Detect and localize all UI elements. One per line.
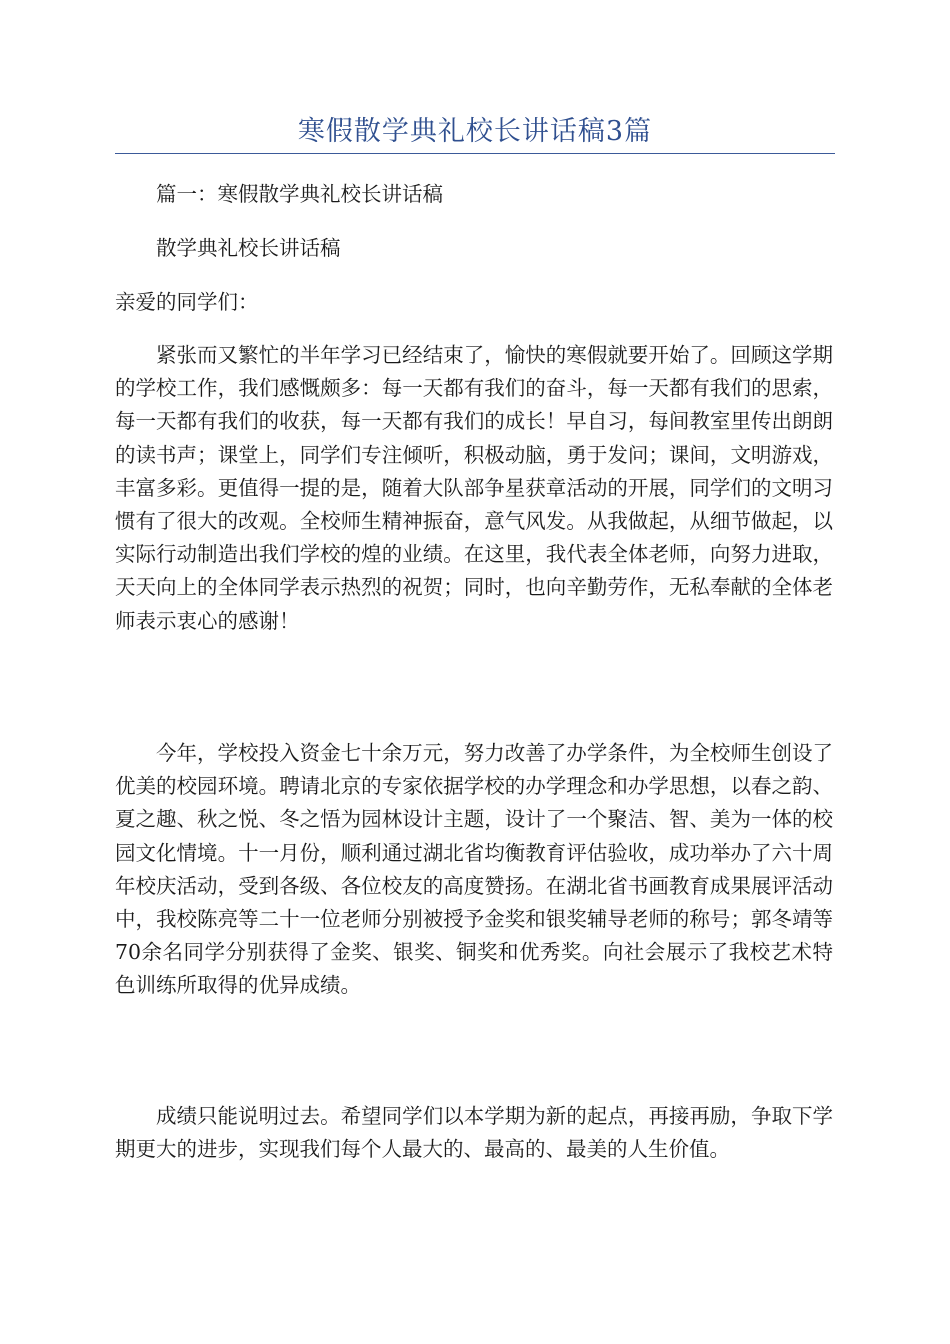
title-underline [115, 153, 835, 154]
paragraph: 今年，学校投入资金七十余万元，努力改善了办学条件，为全校师生创设了优美的校园环境。聘请北京的专家依据学校的办学理念和办学思想，以春之韵、夏之趣、秋之悦、冬之悟为园林设计主题，设计了一个聚洁、智、美为一体的校园文化情境。十一月份，顺利通过湖北省均衡教育评估验收，成功举办了六十周年校庆活动，受到各级、各位校友的高度赞扬。在湖北省书画教育成果展评活动中，我校陈亮等二十一位老师分别被授予金奖和银奖辅导老师的称号；郭冬靖等70余名同学分别获得了金奖、银奖、铜奖和优秀奖。向社会展示了我校艺术特色训练所取得的优异成绩。 [115, 741, 833, 998]
paragraph: 紧张而又繁忙的半年学习已经结束了，愉快的寒假就要开始了。回顾这学期的学校工作，我们感慨颇多：每一天都有我们的奋斗，每一天都有我们的思索，每一天都有我们的收获，每一天都有我们的成长！早自习，每间教室里传出朗朗的读书声；课堂上，同学们专注倾听，积极动脑，勇于发问；课间，文明游戏，丰富多彩。更值得一提的是，随着大队部争星获章活动的开展，同学们的文明习惯有了很大的改观。全校师生精神振奋，意气风发。从我做起，从细节做起，以实际行动制造出我们学校的煌的业绩。在这里，我代表全体老师，向努力进取，天天向上的全体同学表示热烈的祝贺；同时，也向辛勤劳作，无私奉献的全体老师表示衷心的感谢！ [115, 343, 833, 633]
document-title: 寒假散学典礼校长讲话稿3篇 [297, 116, 653, 147]
paragraph: 成绩只能说明过去。希望同学们以本学期为新的起点，再接再励，争取下学期更大的进步，实现我们每个人最大的、最高的、最美的人生价值。 [115, 1104, 833, 1162]
subheading-speech: 散学典礼校长讲话稿 [156, 236, 341, 260]
greeting: 亲爱的同学们： [115, 290, 259, 314]
subheading-part-one: 篇一：寒假散学典礼校长讲话稿 [156, 182, 443, 206]
